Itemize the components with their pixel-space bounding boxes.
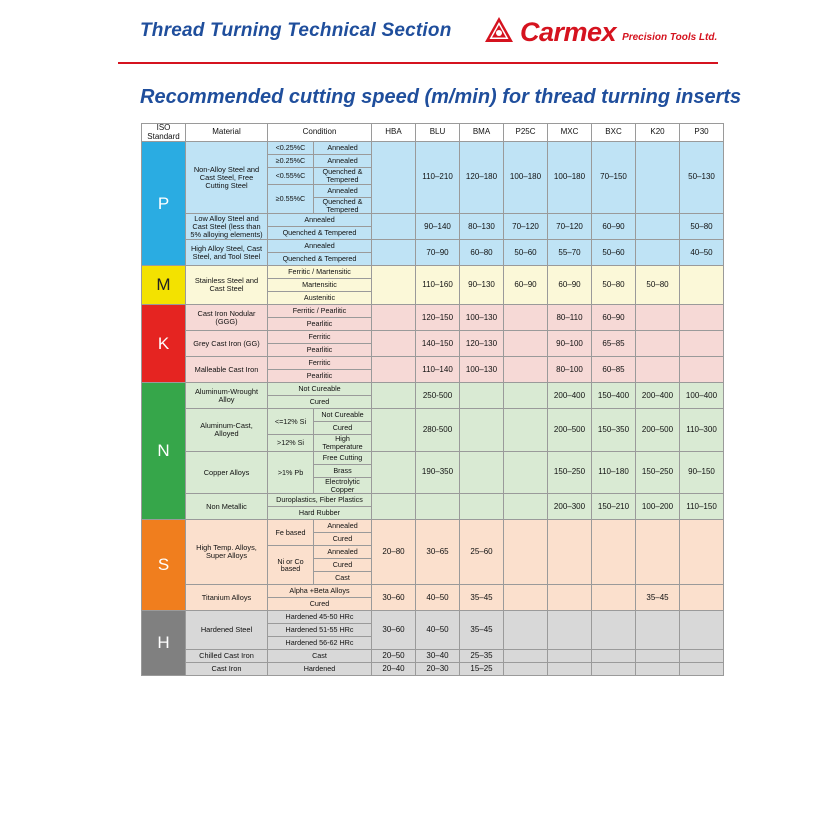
speed-value-bxc: 50–80 (592, 266, 636, 305)
speed-value-k20 (636, 142, 680, 214)
speed-value-bxc (592, 650, 636, 663)
speed-value-p30 (680, 266, 724, 305)
speed-value-p30: 50–80 (680, 214, 724, 240)
speed-value-k20 (636, 520, 680, 585)
material-subtype: <=12% Si (268, 409, 314, 435)
speed-value-mxc (548, 611, 592, 650)
speed-value-bma: 120–180 (460, 142, 504, 214)
condition-cell: Hardened 45-50 HRc (268, 611, 372, 624)
col-grade-bma: BMA (460, 124, 504, 142)
material-name: Cast Iron (186, 663, 268, 676)
speed-value-mxc: 80–100 (548, 357, 592, 383)
speed-value-mxc: 90–100 (548, 331, 592, 357)
condition-cell: Annealed (268, 214, 372, 227)
speed-value-hba (372, 266, 416, 305)
speed-value-hba: 20–80 (372, 520, 416, 585)
carmex-logo-icon (484, 16, 514, 46)
condition-cell: Alpha +Beta Alloys (268, 585, 372, 598)
condition-cell: Hard Rubber (268, 507, 372, 520)
material-name: High Alloy Steel, Cast Steel, and Tool Steel (186, 240, 268, 266)
speed-value-hba: 20–40 (372, 663, 416, 676)
speed-value-k20: 50–80 (636, 266, 680, 305)
speed-value-p25c: 70–120 (504, 214, 548, 240)
condition-cell: Pearlitic (268, 344, 372, 357)
speed-value-blu: 110–210 (416, 142, 460, 214)
table-row (142, 451, 724, 464)
speed-value-k20 (636, 650, 680, 663)
material-name: Grey Cast Iron (GG) (186, 331, 268, 357)
material-name: Low Alloy Steel and Cast Steel (less than 5% alloying elements) (186, 214, 268, 240)
speed-value-k20: 150–250 (636, 451, 680, 494)
speed-value-bxc (592, 663, 636, 676)
speed-value-p30 (680, 663, 724, 676)
speed-value-bxc: 50–60 (592, 240, 636, 266)
material-name: Cast Iron Nodular (GGG) (186, 305, 268, 331)
material-subtype: Ni or Co based (268, 546, 314, 585)
table-row (142, 331, 724, 344)
speed-value-p25c (504, 357, 548, 383)
condition-cell: Brass (314, 464, 372, 477)
speed-value-p30 (680, 357, 724, 383)
table-row (142, 357, 724, 370)
speed-value-bxc: 150–210 (592, 494, 636, 520)
material-subtype: ≥0.55%C (268, 184, 314, 214)
speed-value-mxc: 80–110 (548, 305, 592, 331)
speed-value-bma (460, 494, 504, 520)
condition-cell: Annealed (314, 155, 372, 168)
speed-value-hba: 20–50 (372, 650, 416, 663)
speed-value-k20 (636, 214, 680, 240)
material-subtype: Fe based (268, 520, 314, 546)
condition-cell: Cast (268, 650, 372, 663)
material-name: Malleable Cast Iron (186, 357, 268, 383)
speed-value-bxc (592, 585, 636, 611)
condition-cell: Ferritic / Martensitic (268, 266, 372, 279)
speed-value-bma: 100–130 (460, 357, 504, 383)
material-subtype: >1% Pb (268, 451, 314, 494)
speed-value-p25c (504, 305, 548, 331)
speed-value-p30: 90–150 (680, 451, 724, 494)
condition-cell: Cured (268, 598, 372, 611)
speed-value-mxc (548, 663, 592, 676)
col-grade-hba: HBA (372, 124, 416, 142)
condition-cell: Cured (314, 422, 372, 435)
brand-tagline: Precision Tools Ltd. (622, 32, 718, 43)
speed-value-blu: 250-500 (416, 383, 460, 409)
speed-value-hba (372, 494, 416, 520)
header-divider (118, 62, 718, 64)
speed-value-hba (372, 451, 416, 494)
page-title: Thread Turning Technical Section (140, 20, 452, 41)
table-header-row (142, 124, 724, 142)
speed-value-k20: 200–400 (636, 383, 680, 409)
speed-value-bma: 35–45 (460, 611, 504, 650)
material-subtype: <0.55%C (268, 168, 314, 185)
speed-value-p25c: 100–180 (504, 142, 548, 214)
condition-cell: Pearlitic (268, 318, 372, 331)
condition-cell: Austenitic (268, 292, 372, 305)
speed-value-hba: 30–60 (372, 611, 416, 650)
material-name: Chilled Cast Iron (186, 650, 268, 663)
speed-value-blu: 280-500 (416, 409, 460, 452)
speed-value-p25c (504, 409, 548, 452)
table-row (142, 240, 724, 253)
speed-value-hba (372, 240, 416, 266)
speed-value-p30: 110–300 (680, 409, 724, 452)
speed-value-k20: 35–45 (636, 585, 680, 611)
speed-value-mxc: 55–70 (548, 240, 592, 266)
speed-value-mxc: 60–90 (548, 266, 592, 305)
material-subtype: >12% Si (268, 435, 314, 452)
speed-value-bma: 35–45 (460, 585, 504, 611)
iso-group-p: P (142, 142, 186, 266)
table-head (142, 124, 724, 142)
speed-value-p25c: 60–90 (504, 266, 548, 305)
speed-value-bma: 80–130 (460, 214, 504, 240)
table-row (142, 585, 724, 598)
speed-value-p25c (504, 611, 548, 650)
material-name: Copper Alloys (186, 451, 268, 494)
speed-value-bxc: 150–350 (592, 409, 636, 452)
col-material: Material (186, 124, 268, 142)
speed-value-bma: 60–80 (460, 240, 504, 266)
speed-value-bxc (592, 611, 636, 650)
speed-value-k20 (636, 663, 680, 676)
condition-cell: Pearlitic (268, 370, 372, 383)
condition-cell: Ferritic (268, 331, 372, 344)
col-grade-k20: K20 (636, 124, 680, 142)
cutting-speed-table-wrap (141, 123, 724, 676)
condition-cell: Quenched & Tempered (314, 197, 372, 214)
col-condition: Condition (268, 124, 372, 142)
speed-value-p30 (680, 305, 724, 331)
speed-value-blu: 40–50 (416, 585, 460, 611)
speed-value-mxc: 100–180 (548, 142, 592, 214)
speed-value-p25c (504, 451, 548, 494)
material-name: Non Metallic (186, 494, 268, 520)
speed-value-bxc (592, 520, 636, 585)
table-row (142, 611, 724, 624)
speed-value-bxc: 150–400 (592, 383, 636, 409)
material-subtype: <0.25%C (268, 142, 314, 155)
section-title: Recommended cutting speed (m/min) for thread turning inserts (140, 86, 742, 108)
speed-value-bxc: 60–90 (592, 214, 636, 240)
speed-value-hba (372, 214, 416, 240)
table-row (142, 663, 724, 676)
speed-value-bma: 15–25 (460, 663, 504, 676)
brand-name: Carmex (520, 17, 617, 47)
speed-value-mxc: 200–400 (548, 383, 592, 409)
speed-value-mxc (548, 650, 592, 663)
condition-cell: Annealed (314, 184, 372, 197)
speed-value-p30 (680, 520, 724, 585)
speed-value-mxc: 200–300 (548, 494, 592, 520)
speed-value-p30 (680, 331, 724, 357)
speed-value-k20: 200–500 (636, 409, 680, 452)
speed-value-blu: 30–65 (416, 520, 460, 585)
material-name: Non-Alloy Steel and Cast Steel, Free Cutting Steel (186, 142, 268, 214)
speed-value-k20 (636, 611, 680, 650)
speed-value-bxc: 60–85 (592, 357, 636, 383)
speed-value-blu: 120–150 (416, 305, 460, 331)
speed-value-k20 (636, 305, 680, 331)
speed-value-p30 (680, 650, 724, 663)
col-grade-mxc: MXC (548, 124, 592, 142)
speed-value-p30: 40–50 (680, 240, 724, 266)
speed-value-p25c (504, 331, 548, 357)
condition-cell: Hardened 56-62 HRc (268, 637, 372, 650)
col-grade-p30: P30 (680, 124, 724, 142)
speed-value-hba (372, 383, 416, 409)
speed-value-blu: 110–160 (416, 266, 460, 305)
condition-cell: Annealed (314, 520, 372, 533)
table-row (142, 142, 724, 155)
condition-cell: Ferritic (268, 357, 372, 370)
speed-value-hba (372, 305, 416, 331)
speed-value-bma (460, 383, 504, 409)
table-row (142, 266, 724, 279)
col-iso-standard (142, 124, 186, 142)
condition-cell: Not Cureable (268, 383, 372, 396)
condition-cell: Ferritic / Pearlitic (268, 305, 372, 318)
speed-value-mxc (548, 585, 592, 611)
condition-cell: Cured (268, 396, 372, 409)
condition-cell: Annealed (314, 546, 372, 559)
speed-value-hba: 30–60 (372, 585, 416, 611)
condition-cell: Duroplastics, Fiber Plastics (268, 494, 372, 507)
speed-value-k20 (636, 240, 680, 266)
brand-logo (484, 16, 717, 46)
material-name: Titanium Alloys (186, 585, 268, 611)
speed-value-blu: 70–90 (416, 240, 460, 266)
speed-value-blu: 30–40 (416, 650, 460, 663)
speed-value-p25c (504, 520, 548, 585)
speed-value-blu (416, 494, 460, 520)
speed-value-mxc: 70–120 (548, 214, 592, 240)
speed-value-blu: 190–350 (416, 451, 460, 494)
material-name: Aluminum-Wrought Alloy (186, 383, 268, 409)
condition-cell: Hardened 51-55 HRc (268, 624, 372, 637)
speed-value-bma (460, 451, 504, 494)
speed-value-bxc: 65–85 (592, 331, 636, 357)
col-iso-line2: Standard (147, 131, 180, 141)
col-grade-p25c: P25C (504, 124, 548, 142)
speed-value-p30 (680, 585, 724, 611)
speed-value-hba (372, 357, 416, 383)
condition-cell: Quenched & Tempered (314, 168, 372, 185)
table-row (142, 494, 724, 507)
speed-value-p25c (504, 383, 548, 409)
iso-group-s: S (142, 520, 186, 611)
table-row (142, 305, 724, 318)
condition-cell: Free Cutting (314, 451, 372, 464)
speed-value-blu: 140–150 (416, 331, 460, 357)
speed-value-hba (372, 331, 416, 357)
speed-value-k20 (636, 357, 680, 383)
condition-cell: Not Cureable (314, 409, 372, 422)
table-row (142, 520, 724, 533)
speed-value-p25c: 50–60 (504, 240, 548, 266)
speed-value-p30: 110–150 (680, 494, 724, 520)
speed-value-blu: 110–140 (416, 357, 460, 383)
condition-cell: Cured (314, 559, 372, 572)
condition-cell: Hardened (268, 663, 372, 676)
table-row (142, 383, 724, 396)
speed-value-p30: 100–400 (680, 383, 724, 409)
speed-value-blu: 40–50 (416, 611, 460, 650)
table-body (142, 142, 724, 676)
condition-cell: Martensitic (268, 279, 372, 292)
speed-value-bxc: 70–150 (592, 142, 636, 214)
speed-value-bxc: 110–180 (592, 451, 636, 494)
speed-value-blu: 90–140 (416, 214, 460, 240)
table-row (142, 214, 724, 227)
condition-cell: Quenched & Tempered (268, 227, 372, 240)
speed-value-p30: 50–130 (680, 142, 724, 214)
iso-group-k: K (142, 305, 186, 383)
condition-cell: Quenched & Tempered (268, 253, 372, 266)
table-row (142, 650, 724, 663)
condition-cell: Electrolytic Copper (314, 477, 372, 494)
material-name: High Temp. Alloys, Super Alloys (186, 520, 268, 585)
speed-value-hba (372, 409, 416, 452)
speed-value-bma (460, 409, 504, 452)
speed-value-k20 (636, 331, 680, 357)
speed-value-p25c (504, 494, 548, 520)
condition-cell: High Temperature (314, 435, 372, 452)
page-header (0, 0, 836, 62)
speed-value-bma: 90–130 (460, 266, 504, 305)
iso-group-h: H (142, 611, 186, 676)
speed-value-p25c (504, 650, 548, 663)
material-subtype: ≥0.25%C (268, 155, 314, 168)
speed-value-mxc: 150–250 (548, 451, 592, 494)
speed-value-hba (372, 142, 416, 214)
speed-value-bma: 25–35 (460, 650, 504, 663)
speed-value-p25c (504, 585, 548, 611)
speed-value-bxc: 60–90 (592, 305, 636, 331)
speed-value-p25c (504, 663, 548, 676)
iso-group-n: N (142, 383, 186, 520)
col-grade-blu: BLU (416, 124, 460, 142)
table-row (142, 409, 724, 422)
speed-value-bma: 100–130 (460, 305, 504, 331)
speed-value-mxc: 200–500 (548, 409, 592, 452)
speed-value-p30 (680, 611, 724, 650)
speed-value-blu: 20–30 (416, 663, 460, 676)
condition-cell: Cast (314, 572, 372, 585)
speed-value-k20: 100–200 (636, 494, 680, 520)
cutting-speed-table (141, 123, 724, 676)
condition-cell: Annealed (314, 142, 372, 155)
condition-cell: Annealed (268, 240, 372, 253)
material-name: Aluminum-Cast, Alloyed (186, 409, 268, 452)
col-grade-bxc: BXC (592, 124, 636, 142)
speed-value-bma: 120–130 (460, 331, 504, 357)
col-iso-line1: ISO (156, 123, 171, 132)
material-name: Stainless Steel and Cast Steel (186, 266, 268, 305)
speed-value-mxc (548, 520, 592, 585)
condition-cell: Cured (314, 533, 372, 546)
material-name: Hardened Steel (186, 611, 268, 650)
speed-value-bma: 25–60 (460, 520, 504, 585)
iso-group-m: M (142, 266, 186, 305)
